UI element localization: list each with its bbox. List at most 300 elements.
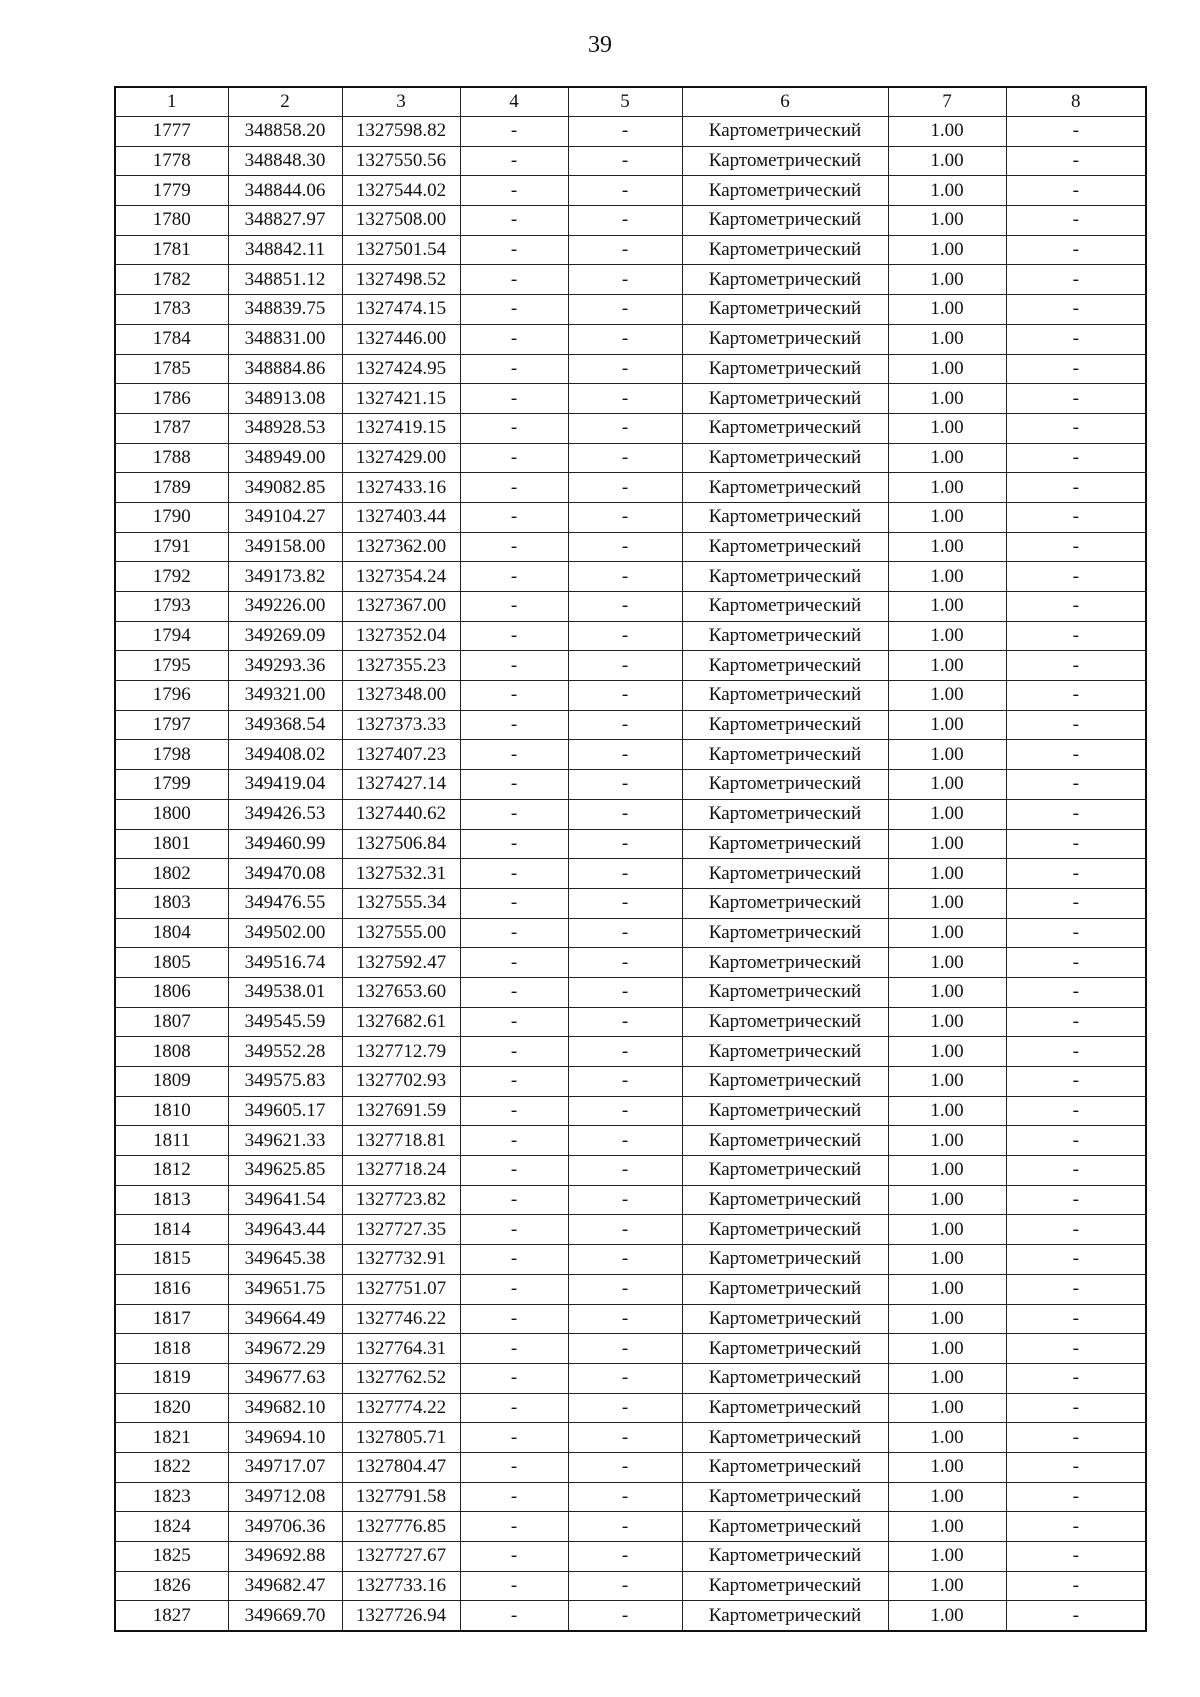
table-cell-col-3: 1327746.22: [342, 1304, 460, 1334]
table-cell-col-1: 1791: [115, 532, 228, 562]
table-cell-col-8: -: [1006, 1363, 1146, 1393]
table-cell-col-5: -: [568, 324, 682, 354]
table-cell-col-7: 1.00: [888, 1156, 1006, 1186]
column-header-6: 6: [682, 87, 888, 117]
table-cell-col-8: -: [1006, 770, 1146, 800]
table-cell-col-5: -: [568, 176, 682, 206]
table-cell-col-2: 348949.00: [228, 443, 342, 473]
table-body: [115, 117, 1146, 1632]
table-cell-col-2: 349682.10: [228, 1393, 342, 1423]
table-cell-col-2: 349664.49: [228, 1304, 342, 1334]
table-cell-col-8: -: [1006, 651, 1146, 681]
table-cell-col-2: 349226.00: [228, 592, 342, 622]
table-cell-col-2: 349621.33: [228, 1126, 342, 1156]
table-row: [115, 770, 1146, 800]
table-cell-col-6: Картометрический: [682, 235, 888, 265]
table-cell-col-1: 1801: [115, 829, 228, 859]
table-cell-col-6: Картометрический: [682, 1482, 888, 1512]
table-cell-col-7: 1.00: [888, 829, 1006, 859]
table-cell-col-6: Картометрический: [682, 295, 888, 325]
table-cell-col-3: 1327506.84: [342, 829, 460, 859]
table-cell-col-1: 1823: [115, 1482, 228, 1512]
table-cell-col-6: Картометрический: [682, 918, 888, 948]
table-cell-col-8: -: [1006, 443, 1146, 473]
table-cell-col-3: 1327446.00: [342, 324, 460, 354]
table-cell-col-4: -: [460, 206, 568, 236]
table-cell-col-8: -: [1006, 1156, 1146, 1186]
table-cell-col-2: 348884.86: [228, 354, 342, 384]
table-cell-col-8: -: [1006, 354, 1146, 384]
table-cell-col-7: 1.00: [888, 562, 1006, 592]
table-cell-col-5: -: [568, 859, 682, 889]
table-cell-col-8: -: [1006, 206, 1146, 236]
table-cell-col-5: -: [568, 1185, 682, 1215]
table-row: [115, 651, 1146, 681]
table-cell-col-5: -: [568, 1482, 682, 1512]
table-cell-col-3: 1327501.54: [342, 235, 460, 265]
table-cell-col-3: 1327550.56: [342, 146, 460, 176]
table-cell-col-2: 349694.10: [228, 1423, 342, 1453]
table-cell-col-2: 349682.47: [228, 1571, 342, 1601]
table-cell-col-1: 1779: [115, 176, 228, 206]
table-cell-col-3: 1327555.00: [342, 918, 460, 948]
table-cell-col-6: Картометрический: [682, 799, 888, 829]
table-cell-col-7: 1.00: [888, 1126, 1006, 1156]
table-cell-col-7: 1.00: [888, 324, 1006, 354]
table-cell-col-5: -: [568, 384, 682, 414]
table-cell-col-6: Картометрический: [682, 1037, 888, 1067]
table-cell-col-5: -: [568, 1067, 682, 1097]
column-header-7: 7: [888, 87, 1006, 117]
table-row: [115, 1482, 1146, 1512]
table-row: [115, 799, 1146, 829]
table-cell-col-6: Картометрический: [682, 413, 888, 443]
table-cell-col-8: -: [1006, 1067, 1146, 1097]
table-cell-col-8: -: [1006, 829, 1146, 859]
table-cell-col-5: -: [568, 443, 682, 473]
table-cell-col-8: -: [1006, 324, 1146, 354]
table-cell-col-2: 349717.07: [228, 1452, 342, 1482]
table-cell-col-3: 1327433.16: [342, 473, 460, 503]
table-cell-col-7: 1.00: [888, 1334, 1006, 1364]
table-cell-col-2: 348844.06: [228, 176, 342, 206]
table-row: [115, 473, 1146, 503]
table-cell-col-8: -: [1006, 1482, 1146, 1512]
table-cell-col-6: Картометрический: [682, 651, 888, 681]
table-cell-col-4: -: [460, 324, 568, 354]
table-cell-col-5: -: [568, 1037, 682, 1067]
table-cell-col-6: Картометрический: [682, 1156, 888, 1186]
table-cell-col-5: -: [568, 502, 682, 532]
table-row: [115, 532, 1146, 562]
table-cell-col-4: -: [460, 1452, 568, 1482]
table-cell-col-6: Картометрический: [682, 1185, 888, 1215]
table-cell-col-8: -: [1006, 117, 1146, 147]
table-cell-col-3: 1327348.00: [342, 681, 460, 711]
table-cell-col-8: -: [1006, 532, 1146, 562]
table-cell-col-4: -: [460, 740, 568, 770]
table-cell-col-6: Картометрический: [682, 710, 888, 740]
table-cell-col-6: Картометрический: [682, 859, 888, 889]
table-cell-col-8: -: [1006, 1215, 1146, 1245]
table-cell-col-4: -: [460, 948, 568, 978]
table-cell-col-8: -: [1006, 1452, 1146, 1482]
table-row: [115, 1156, 1146, 1186]
table-cell-col-4: -: [460, 473, 568, 503]
table-cell-col-6: Картометрический: [682, 1215, 888, 1245]
table-cell-col-8: -: [1006, 1007, 1146, 1037]
table-cell-col-4: -: [460, 295, 568, 325]
table-row: [115, 354, 1146, 384]
table-cell-col-6: Картометрический: [682, 977, 888, 1007]
table-cell-col-3: 1327362.00: [342, 532, 460, 562]
table-cell-col-2: 348842.11: [228, 235, 342, 265]
table-cell-col-7: 1.00: [888, 413, 1006, 443]
table-cell-col-6: Картометрический: [682, 1126, 888, 1156]
table-cell-col-4: -: [460, 829, 568, 859]
table-cell-col-4: -: [460, 532, 568, 562]
table-cell-col-4: -: [460, 1512, 568, 1542]
table-cell-col-8: -: [1006, 1304, 1146, 1334]
table-header: [115, 87, 1146, 117]
table-cell-col-7: 1.00: [888, 532, 1006, 562]
table-cell-col-8: -: [1006, 948, 1146, 978]
table-row: [115, 413, 1146, 443]
table-cell-col-3: 1327555.34: [342, 888, 460, 918]
table-cell-col-2: 349538.01: [228, 977, 342, 1007]
table-cell-col-1: 1799: [115, 770, 228, 800]
table-cell-col-8: -: [1006, 621, 1146, 651]
table-cell-col-6: Картометрический: [682, 1007, 888, 1037]
table-cell-col-3: 1327751.07: [342, 1274, 460, 1304]
table-cell-col-8: -: [1006, 235, 1146, 265]
table-cell-col-6: Картометрический: [682, 1542, 888, 1572]
table-cell-col-1: 1815: [115, 1245, 228, 1275]
table-cell-col-4: -: [460, 443, 568, 473]
table-row: [115, 948, 1146, 978]
table-cell-col-6: Картометрический: [682, 384, 888, 414]
table-row: [115, 977, 1146, 1007]
table-row: [115, 502, 1146, 532]
table-cell-col-3: 1327732.91: [342, 1245, 460, 1275]
table-cell-col-2: 349706.36: [228, 1512, 342, 1542]
table-cell-col-1: 1806: [115, 977, 228, 1007]
table-cell-col-4: -: [460, 592, 568, 622]
table-cell-col-3: 1327762.52: [342, 1363, 460, 1393]
table-cell-col-6: Картометрический: [682, 354, 888, 384]
table-cell-col-7: 1.00: [888, 1304, 1006, 1334]
table-cell-col-2: 349552.28: [228, 1037, 342, 1067]
table-cell-col-3: 1327727.67: [342, 1542, 460, 1572]
table-cell-col-1: 1822: [115, 1452, 228, 1482]
table-cell-col-3: 1327791.58: [342, 1482, 460, 1512]
table-cell-col-6: Картометрический: [682, 948, 888, 978]
table-cell-col-8: -: [1006, 1037, 1146, 1067]
table-cell-col-2: 349625.85: [228, 1156, 342, 1186]
table-cell-col-2: 348851.12: [228, 265, 342, 295]
table-cell-col-6: Картометрический: [682, 1512, 888, 1542]
table-cell-col-2: 349419.04: [228, 770, 342, 800]
table-cell-col-6: Картометрический: [682, 1452, 888, 1482]
table-cell-col-7: 1.00: [888, 1512, 1006, 1542]
table-cell-col-7: 1.00: [888, 473, 1006, 503]
table-cell-col-5: -: [568, 265, 682, 295]
table-cell-col-4: -: [460, 562, 568, 592]
table-cell-col-8: -: [1006, 176, 1146, 206]
table-cell-col-8: -: [1006, 413, 1146, 443]
table-cell-col-4: -: [460, 710, 568, 740]
table-cell-col-1: 1782: [115, 265, 228, 295]
table-cell-col-8: -: [1006, 502, 1146, 532]
table-cell-col-1: 1783: [115, 295, 228, 325]
table-cell-col-5: -: [568, 918, 682, 948]
table-cell-col-4: -: [460, 1156, 568, 1186]
table-cell-col-6: Картометрический: [682, 176, 888, 206]
table-cell-col-7: 1.00: [888, 146, 1006, 176]
table-cell-col-4: -: [460, 1601, 568, 1631]
table-cell-col-4: -: [460, 502, 568, 532]
table-cell-col-8: -: [1006, 710, 1146, 740]
table-cell-col-7: 1.00: [888, 1393, 1006, 1423]
table-cell-col-6: Картометрический: [682, 829, 888, 859]
table-cell-col-5: -: [568, 1126, 682, 1156]
table-cell-col-8: -: [1006, 859, 1146, 889]
table-cell-col-1: 1814: [115, 1215, 228, 1245]
table-cell-col-8: -: [1006, 562, 1146, 592]
table-cell-col-7: 1.00: [888, 265, 1006, 295]
table-cell-col-7: 1.00: [888, 235, 1006, 265]
table-cell-col-4: -: [460, 413, 568, 443]
table-cell-col-1: 1788: [115, 443, 228, 473]
table-cell-col-1: 1778: [115, 146, 228, 176]
table-cell-col-6: Картометрический: [682, 621, 888, 651]
table-cell-col-4: -: [460, 1096, 568, 1126]
table-cell-col-1: 1780: [115, 206, 228, 236]
table-cell-col-2: 349641.54: [228, 1185, 342, 1215]
table-row: [115, 1571, 1146, 1601]
table-cell-col-2: 349408.02: [228, 740, 342, 770]
table-cell-col-3: 1327733.16: [342, 1571, 460, 1601]
table-cell-col-2: 349470.08: [228, 859, 342, 889]
table-row: [115, 1512, 1146, 1542]
table-cell-col-2: 349605.17: [228, 1096, 342, 1126]
table-row: [115, 1126, 1146, 1156]
table-cell-col-1: 1786: [115, 384, 228, 414]
table-cell-col-3: 1327776.85: [342, 1512, 460, 1542]
table-cell-col-4: -: [460, 1334, 568, 1364]
table-cell-col-4: -: [460, 859, 568, 889]
table-cell-col-6: Картометрический: [682, 740, 888, 770]
table-cell-col-8: -: [1006, 918, 1146, 948]
table-cell-col-7: 1.00: [888, 1601, 1006, 1631]
table-cell-col-4: -: [460, 1542, 568, 1572]
table-cell-col-2: 349677.63: [228, 1363, 342, 1393]
table-cell-col-3: 1327804.47: [342, 1452, 460, 1482]
table-cell-col-5: -: [568, 1423, 682, 1453]
table-cell-col-1: 1812: [115, 1156, 228, 1186]
table-cell-col-7: 1.00: [888, 1037, 1006, 1067]
table-cell-col-1: 1825: [115, 1542, 228, 1572]
table-cell-col-7: 1.00: [888, 918, 1006, 948]
table-cell-col-4: -: [460, 799, 568, 829]
table-cell-col-1: 1777: [115, 117, 228, 147]
table-cell-col-4: -: [460, 146, 568, 176]
table-cell-col-6: Картометрический: [682, 1571, 888, 1601]
table-cell-col-3: 1327702.93: [342, 1067, 460, 1097]
table-cell-col-5: -: [568, 1096, 682, 1126]
table-cell-col-1: 1811: [115, 1126, 228, 1156]
column-header-3: 3: [342, 87, 460, 117]
table-cell-col-3: 1327407.23: [342, 740, 460, 770]
table-cell-col-1: 1819: [115, 1363, 228, 1393]
table-cell-col-3: 1327592.47: [342, 948, 460, 978]
table-cell-col-8: -: [1006, 592, 1146, 622]
table-cell-col-1: 1781: [115, 235, 228, 265]
table-cell-col-5: -: [568, 710, 682, 740]
table-cell-col-2: 349476.55: [228, 888, 342, 918]
table-cell-col-1: 1792: [115, 562, 228, 592]
table-cell-col-2: 349669.70: [228, 1601, 342, 1631]
table-row: [115, 710, 1146, 740]
table-cell-col-3: 1327498.52: [342, 265, 460, 295]
table-cell-col-5: -: [568, 1274, 682, 1304]
table-cell-col-3: 1327598.82: [342, 117, 460, 147]
table-cell-col-7: 1.00: [888, 443, 1006, 473]
table-cell-col-3: 1327352.04: [342, 621, 460, 651]
table-cell-col-7: 1.00: [888, 176, 1006, 206]
table-row: [115, 1363, 1146, 1393]
table-row: [115, 740, 1146, 770]
table-cell-col-1: 1821: [115, 1423, 228, 1453]
table-cell-col-5: -: [568, 1363, 682, 1393]
table-cell-col-8: -: [1006, 740, 1146, 770]
table-row: [115, 1037, 1146, 1067]
column-header-4: 4: [460, 87, 568, 117]
table-row: [115, 206, 1146, 236]
table-cell-col-8: -: [1006, 1274, 1146, 1304]
table-cell-col-6: Картометрический: [682, 562, 888, 592]
table-cell-col-5: -: [568, 1512, 682, 1542]
table-cell-col-2: 349516.74: [228, 948, 342, 978]
table-cell-col-1: 1827: [115, 1601, 228, 1631]
table-cell-col-3: 1327403.44: [342, 502, 460, 532]
table-cell-col-1: 1807: [115, 1007, 228, 1037]
table-cell-col-7: 1.00: [888, 592, 1006, 622]
table-cell-col-5: -: [568, 948, 682, 978]
table-cell-col-5: -: [568, 473, 682, 503]
table-cell-col-3: 1327691.59: [342, 1096, 460, 1126]
table-cell-col-8: -: [1006, 1126, 1146, 1156]
table-cell-col-4: -: [460, 1363, 568, 1393]
table-cell-col-5: -: [568, 592, 682, 622]
column-header-5: 5: [568, 87, 682, 117]
table-cell-col-5: -: [568, 1334, 682, 1364]
table-cell-col-8: -: [1006, 1245, 1146, 1275]
table-cell-col-5: -: [568, 117, 682, 147]
table-cell-col-8: -: [1006, 1393, 1146, 1423]
table-cell-col-7: 1.00: [888, 621, 1006, 651]
column-header-2: 2: [228, 87, 342, 117]
table-cell-col-2: 349368.54: [228, 710, 342, 740]
table-cell-col-8: -: [1006, 1571, 1146, 1601]
table-cell-col-2: 349672.29: [228, 1334, 342, 1364]
table-cell-col-1: 1824: [115, 1512, 228, 1542]
table-cell-col-2: 349426.53: [228, 799, 342, 829]
table-cell-col-5: -: [568, 295, 682, 325]
table-row: [115, 117, 1146, 147]
table-cell-col-7: 1.00: [888, 1245, 1006, 1275]
table-cell-col-8: -: [1006, 146, 1146, 176]
table-cell-col-8: -: [1006, 295, 1146, 325]
table-row: [115, 1334, 1146, 1364]
table-row: [115, 592, 1146, 622]
table-cell-col-7: 1.00: [888, 977, 1006, 1007]
table-cell-col-5: -: [568, 770, 682, 800]
table-cell-col-7: 1.00: [888, 681, 1006, 711]
table-cell-col-7: 1.00: [888, 1096, 1006, 1126]
table-row: [115, 918, 1146, 948]
table-cell-col-4: -: [460, 681, 568, 711]
table-cell-col-3: 1327421.15: [342, 384, 460, 414]
table-cell-col-7: 1.00: [888, 710, 1006, 740]
table-row: [115, 1423, 1146, 1453]
table-cell-col-6: Картометрический: [682, 592, 888, 622]
table-cell-col-8: -: [1006, 1423, 1146, 1453]
table-cell-col-8: -: [1006, 1601, 1146, 1631]
table-row: [115, 146, 1146, 176]
table-row: [115, 621, 1146, 651]
table-cell-col-1: 1810: [115, 1096, 228, 1126]
table-cell-col-7: 1.00: [888, 740, 1006, 770]
table-cell-col-6: Картометрический: [682, 146, 888, 176]
table-cell-col-8: -: [1006, 265, 1146, 295]
table-row: [115, 829, 1146, 859]
table-cell-col-7: 1.00: [888, 206, 1006, 236]
table-cell-col-1: 1800: [115, 799, 228, 829]
table-cell-col-4: -: [460, 977, 568, 1007]
table-cell-col-6: Картометрический: [682, 324, 888, 354]
table-cell-col-2: 349173.82: [228, 562, 342, 592]
table-cell-col-1: 1809: [115, 1067, 228, 1097]
table-cell-col-2: 348858.20: [228, 117, 342, 147]
table-cell-col-7: 1.00: [888, 1423, 1006, 1453]
table-cell-col-2: 349712.08: [228, 1482, 342, 1512]
table-cell-col-5: -: [568, 799, 682, 829]
table-cell-col-8: -: [1006, 977, 1146, 1007]
table-cell-col-4: -: [460, 918, 568, 948]
table-cell-col-2: 349651.75: [228, 1274, 342, 1304]
table-cell-col-3: 1327682.61: [342, 1007, 460, 1037]
table-cell-col-7: 1.00: [888, 859, 1006, 889]
table-cell-col-5: -: [568, 354, 682, 384]
table-cell-col-8: -: [1006, 1185, 1146, 1215]
table-cell-col-3: 1327367.00: [342, 592, 460, 622]
table-cell-col-4: -: [460, 117, 568, 147]
table-cell-col-4: -: [460, 1215, 568, 1245]
column-header-8: 8: [1006, 87, 1146, 117]
table-cell-col-3: 1327718.24: [342, 1156, 460, 1186]
table-cell-col-4: -: [460, 1067, 568, 1097]
table-cell-col-5: -: [568, 977, 682, 1007]
table-cell-col-2: 349460.99: [228, 829, 342, 859]
table-cell-col-1: 1803: [115, 888, 228, 918]
table-cell-col-8: -: [1006, 1096, 1146, 1126]
table-cell-col-1: 1789: [115, 473, 228, 503]
table-cell-col-3: 1327429.00: [342, 443, 460, 473]
table-row: [115, 265, 1146, 295]
table-cell-col-8: -: [1006, 799, 1146, 829]
table-cell-col-5: -: [568, 1393, 682, 1423]
